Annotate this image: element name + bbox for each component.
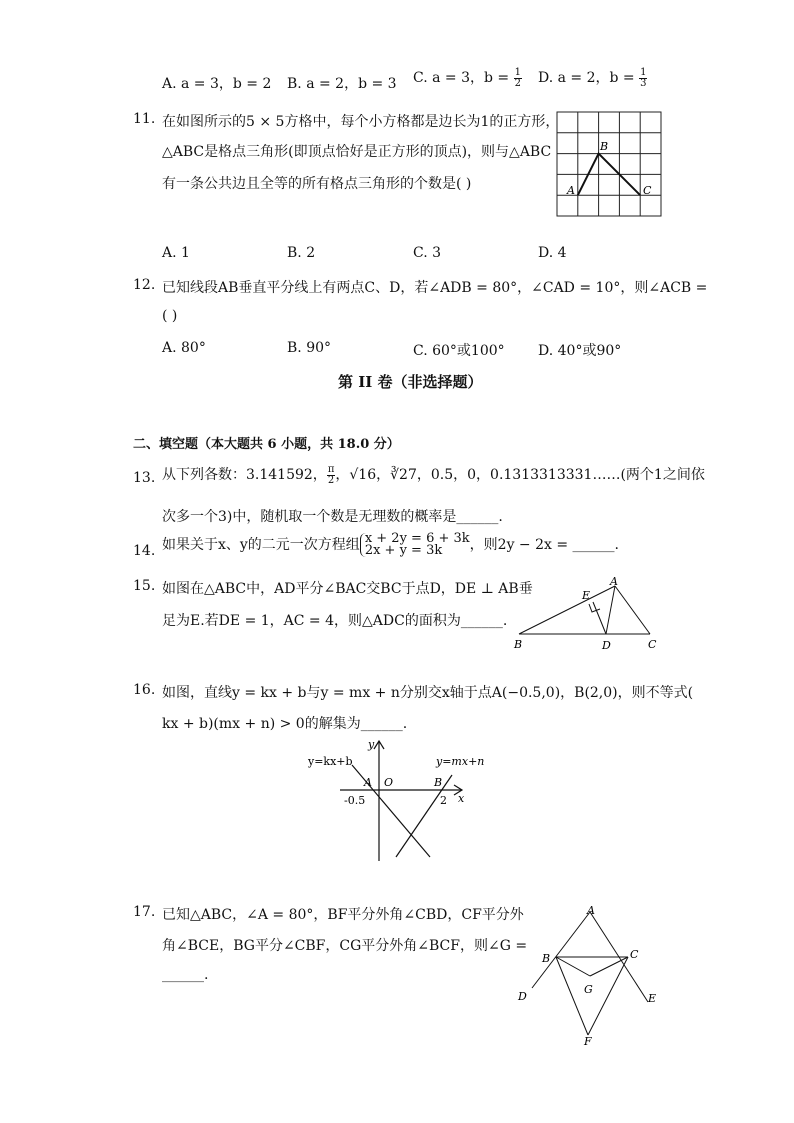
q17-line3: ______. <box>162 967 209 983</box>
q11-option-d: D. 4 <box>538 245 567 261</box>
q14-eq2: 2x + y = 3k <box>364 543 443 558</box>
q15-label-d: D <box>602 639 611 652</box>
q12-line1: 已知线段AB垂直平分线上有两点C、D，若∠ADB = 80°，∠CAD = 10°，则∠ACB = <box>162 280 708 296</box>
q15-number: 15. <box>133 578 156 594</box>
q12-number: 12. <box>133 277 156 293</box>
q15-label-c: C <box>648 638 657 651</box>
q10-option-d <box>538 67 647 89</box>
q13-line1 <box>162 464 705 486</box>
q11-option-a: A. 1 <box>162 245 190 261</box>
q17-label-b: B <box>542 952 551 965</box>
q13-line1-post: ，√16，∛27，0.5，0，0.1313313331……(两个1之间依 <box>335 467 705 483</box>
q16-o-label: O <box>384 776 394 789</box>
q11-line2: △ABC是格点三角形(即顶点恰好是正方形的顶点)，则与△ABC <box>162 144 552 160</box>
q14-number: 14. <box>133 543 156 559</box>
q10-option-d-fraction: $\frac{1}{3}$ <box>640 66 647 89</box>
q13-number: 13. <box>133 470 156 486</box>
q14-line <box>162 533 619 557</box>
q14-equation-system <box>360 533 470 557</box>
q16-graph-figure <box>300 735 500 865</box>
q10-option-c-fraction: $\frac{1}{2}$ <box>514 66 521 89</box>
q16-b-label: B <box>434 776 443 789</box>
q14-post: ，则2y − 2x = ______. <box>469 537 619 553</box>
q10-option-c <box>413 67 522 89</box>
q15-line2: 足为E.若DE = 1，AC = 4，则△ADC的面积为______. <box>162 613 508 629</box>
q16-line2-label: y=mx+n <box>436 755 485 768</box>
q16-neg-label: -0.5 <box>344 794 366 807</box>
q15-label-a: A <box>610 575 618 588</box>
q16-two-label: 2 <box>440 794 447 807</box>
q17-line1: 已知△ABC，∠A = 80°，BF平分外角∠CBD，CF平分外 <box>162 907 524 923</box>
q15-line1: 如图在△ABC中，AD平分∠BAC交BC于点D，DE ⊥ AB垂 <box>162 581 533 597</box>
q14-pre: 如果关于x、y的二元一次方程组 <box>162 537 360 553</box>
q11-line3: 有一条公共边且全等的所有格点三角形的个数是( ) <box>162 176 472 192</box>
q17-line2: 角∠BCE，BG平分∠CBF，CG平分外角∠BCF，则∠G = <box>162 938 528 954</box>
q17-label-e: E <box>648 992 657 1005</box>
q11-label-a: A <box>567 184 575 197</box>
section2-heading: 二、填空题（本大题共 6 小题，共 18.0 分） <box>133 437 400 452</box>
q17-label-d: D <box>518 990 527 1003</box>
q16-a-label: A <box>364 776 372 789</box>
q11-label-b: B <box>600 140 609 153</box>
q16-line1: 如图，直线y = kx + b与y = mx + n分别交x轴于点A(−0.5,0)，B(2,0)，则不等式( <box>162 685 694 701</box>
q10-option-a: A. a = 3，b = 2 <box>162 76 272 92</box>
q16-line1-label: y=kx+b <box>308 755 353 768</box>
q13-line2: 次多一个3)中，随机取一个数是无理数的概率是______. <box>162 509 503 525</box>
q16-line2: kx + b)(mx + n) > 0的解集为______. <box>162 716 408 732</box>
q11-grid-figure <box>555 110 665 220</box>
q13-pi-fraction: $\frac{\pi}{2}$ <box>327 463 335 486</box>
q17-number: 17. <box>133 904 156 920</box>
q11-line1: 在如图所示的5 × 5方格中，每个小方格都是边长为1的正方形， <box>162 114 560 130</box>
q12-option-a: A. 80° <box>162 340 206 356</box>
q12-option-d: D. 40°或90° <box>538 343 622 359</box>
q14-eq1: x + 2y = 6 + 3k <box>364 531 470 546</box>
q11-option-c: C. 3 <box>413 245 442 261</box>
q17-triangle-figure <box>510 900 670 1050</box>
q15-label-e: E <box>582 589 591 602</box>
q16-x-label: x <box>458 792 465 805</box>
q12-option-b: B. 90° <box>287 340 332 356</box>
q17-label-a: A <box>587 904 595 917</box>
q16-number: 16. <box>133 682 156 698</box>
q17-label-f: F <box>584 1035 592 1048</box>
q17-label-c: C <box>630 948 639 961</box>
q11-label-c: C <box>643 184 652 197</box>
q11-number: 11. <box>133 111 156 127</box>
q10-option-d-text: D. a = 2，b = <box>538 70 640 86</box>
q13-line1-pre: 从下列各数：3.141592， <box>162 467 327 483</box>
q16-y-label: y <box>368 738 375 751</box>
q10-option-c-text: C. a = 3，b = <box>413 70 514 86</box>
q10-option-b: B. a = 2，b = 3 <box>287 76 397 92</box>
q12-option-c: C. 60°或100° <box>413 343 505 359</box>
q15-triangle-figure <box>505 572 665 654</box>
q15-label-b: B <box>514 638 523 651</box>
q12-line2: ( ) <box>162 308 178 324</box>
q11-option-b: B. 2 <box>287 245 316 261</box>
part2-title: 第 II 卷（非选择题） <box>338 373 483 391</box>
q17-label-g: G <box>584 983 593 996</box>
